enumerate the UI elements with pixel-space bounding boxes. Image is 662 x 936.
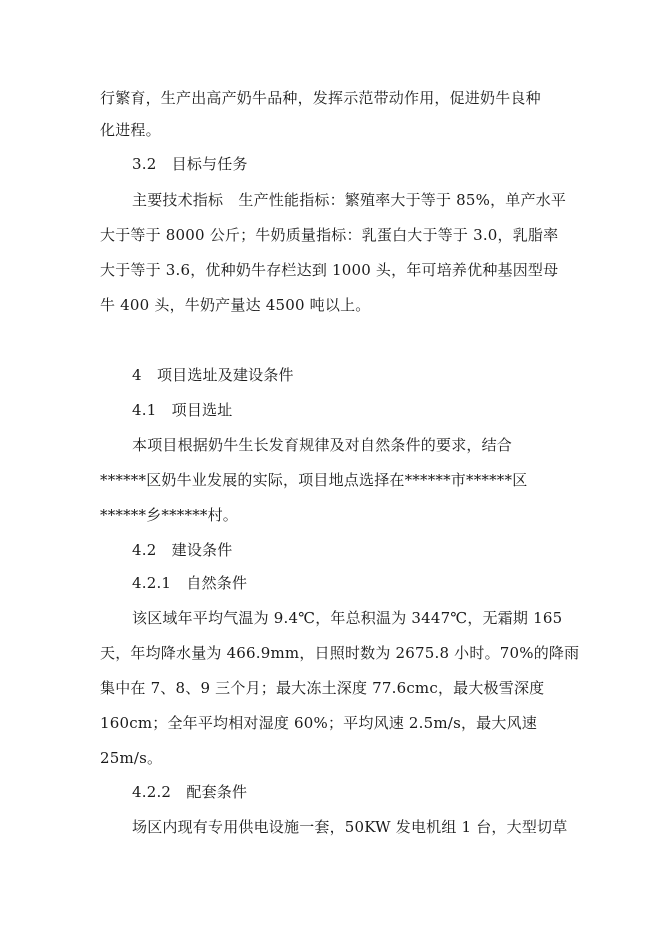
body-line: 大于等于 8000 公斤；牛奶质量指标：乳蛋白大于等于 3.0，乳脂率 [100,226,559,244]
body-line: 天，年均降水量为 466.9mm，日照时数为 2675.8 小时。70%的降雨 [100,644,580,662]
body-line: 化进程。 [100,121,161,139]
section-heading-4-1: 4.1 项目选址 [132,401,233,419]
section-heading-4-2-1: 4.2.1 自然条件 [132,574,248,592]
body-line: 主要技术指标 生产性能指标：繁殖率大于等于 85%，单产水平 [132,191,567,209]
body-line: ******乡******村。 [100,506,239,524]
body-line: 集中在 7、8、9 三个月；最大冻土深度 77.6cmc，最大极雪深度 [100,679,545,697]
body-line: 该区域年平均气温为 9.4℃，年总积温为 3447℃，无霜期 165 [132,609,563,627]
section-heading-4: 4 项目选址及建设条件 [132,366,294,384]
section-heading-3-2: 3.2 目标与任务 [132,155,248,173]
body-line: 本项目根据奶牛生长发育规律及对自然条件的要求，结合 [132,436,513,454]
body-line: 行繁育，生产出高产奶牛品种，发挥示范带动作用，促进奶牛良种 [100,89,541,107]
body-line: 大于等于 3.6，优种奶牛存栏达到 1000 头，年可培养优种基因型母 [100,261,559,279]
section-heading-4-2: 4.2 建设条件 [132,541,233,559]
section-heading-4-2-2: 4.2.2 配套条件 [132,783,248,801]
body-line: 场区内现有专用供电设施一套，50KW 发电机组 1 台，大型切草 [132,818,568,836]
body-line: 25m/s。 [100,749,163,767]
body-line: 牛 400 头，牛奶产量达 4500 吨以上。 [100,296,371,314]
body-line: 160cm；全年平均相对湿度 60%；平均风速 2.5m/s，最大风速 [100,714,537,732]
body-line: ******区奶牛业发展的实际，项目地点选择在******市******区 [100,471,528,489]
